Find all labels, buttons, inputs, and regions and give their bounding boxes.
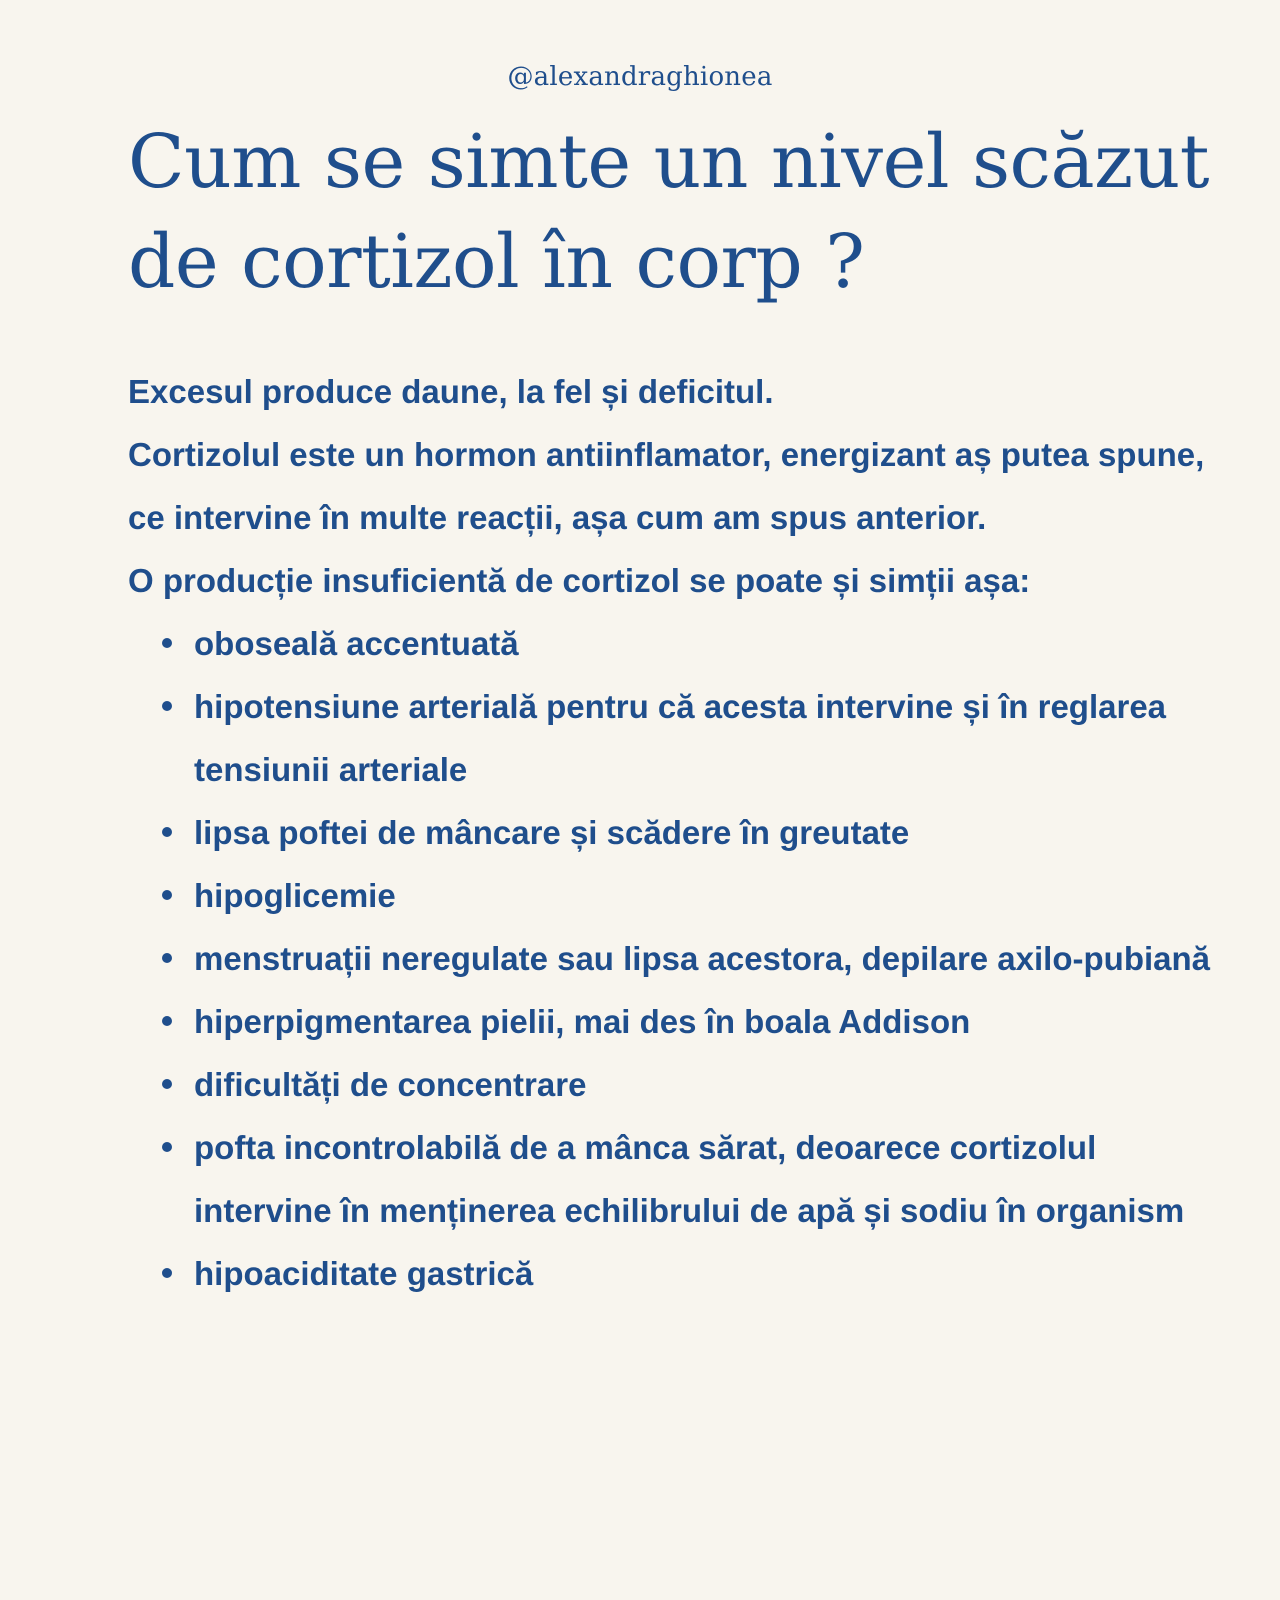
description-paragraph: Cortizolul este un hormon antiinflamator, energizant aș putea spune, ce intervine în multe reacții, așa cum am spus anterior. (128, 436, 1205, 536)
symptom-item (128, 1053, 1238, 1116)
symptom-item (128, 990, 1238, 1053)
bullet-icon (162, 638, 172, 648)
symptom-text: hipoglicemie (194, 877, 396, 914)
symptom-item (128, 675, 1238, 801)
bullet-icon (162, 1268, 172, 1278)
symptom-item (128, 927, 1238, 990)
bullet-icon (162, 953, 172, 963)
symptom-text: hipotensiune arterială pentru că acesta intervine și în reglarea tensiunii arteriale (194, 688, 1167, 788)
bullet-icon (162, 701, 172, 711)
symptom-item (128, 612, 1238, 675)
bullet-icon (162, 890, 172, 900)
symptom-item (128, 801, 1238, 864)
symptom-text: pofta incontrolabilă de a mânca sărat, deoarece cortizolul intervine în menținerea echilibrului de apă și sodiu în organism (194, 1129, 1185, 1229)
bullet-icon (162, 1016, 172, 1026)
bullet-icon (162, 1142, 172, 1152)
author-handle: @alexandraghionea (507, 62, 773, 92)
symptom-item (128, 864, 1238, 927)
symptom-text: dificultăți de concentrare (194, 1066, 587, 1103)
page-title (128, 112, 1208, 312)
title-line-2: de cortizol în corp ? (128, 219, 865, 305)
symptom-text: oboseală accentuată (194, 625, 519, 662)
bullet-icon (162, 827, 172, 837)
symptom-list (128, 612, 1238, 1305)
list-intro-paragraph: O producție insuficientă de cortizol se poate și simții așa: (128, 562, 1031, 599)
symptom-item (128, 1242, 1238, 1305)
article-body (128, 360, 1238, 1305)
symptom-text: hipoaciditate gastrică (194, 1255, 534, 1292)
symptom-text: hiperpigmentarea pielii, mai des în boala Addison (194, 1003, 971, 1040)
symptom-text: lipsa poftei de mâncare și scădere în greutate (194, 814, 910, 851)
intro-paragraph: Excesul produce daune, la fel și deficitul. (128, 373, 774, 410)
symptom-item (128, 1116, 1238, 1242)
symptom-text: menstruații neregulate sau lipsa acestora, depilare axilo-pubiană (194, 940, 1211, 977)
bullet-icon (162, 1079, 172, 1089)
title-line-1: Cum se simte un nivel scăzut (128, 119, 1210, 205)
